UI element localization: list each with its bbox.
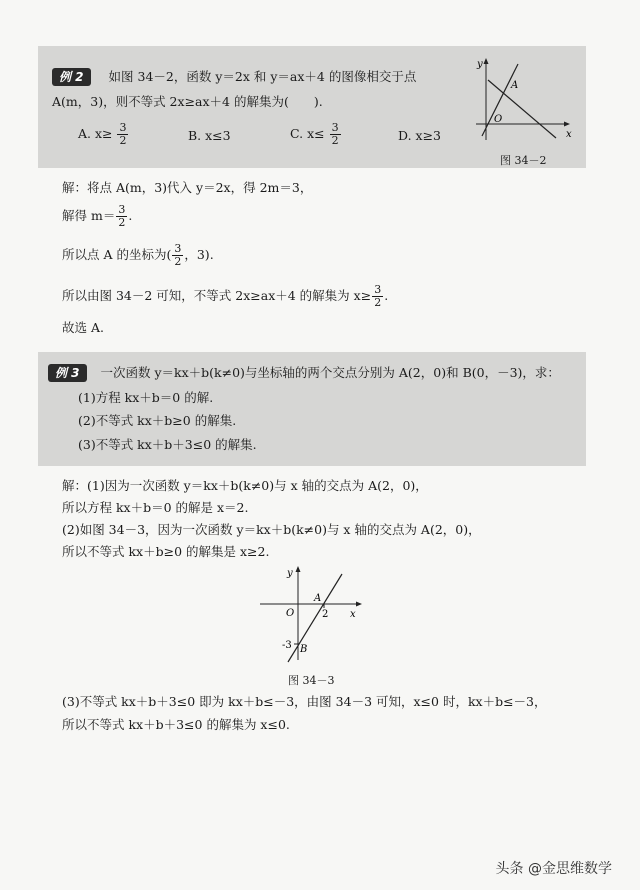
fig3-y-arrow [296,566,301,572]
solution-2-line-5: 故选 A. [62,320,104,335]
solution-2-line-4-text: 所以由图 34－2 可知，不等式 2x≥ax＋4 的解集为 x≥ [62,288,372,303]
example-3-question-1: (1)方程 kx＋b＝0 的解. [78,390,214,405]
solution-2-line-2-end: . [128,208,133,223]
example-2-stem-text-2: A(m，3)，则不等式 2x≥ax＋4 的解集为( ). [52,94,323,109]
solution-2-line-4 [62,284,388,309]
option-c-fraction [330,122,341,147]
solution-2-line-2 [62,204,132,229]
solution-2-line-2-den: 2 [118,216,126,229]
option-c-text: C. x≤ [290,126,325,141]
fig2-label-o: O [494,114,503,125]
solution-2-line-3-text: 所以点 A 的坐标为( [62,247,172,262]
option-c [290,122,342,147]
fig2-line-y-ax4 [488,80,556,138]
solution-3-line-4: 所以不等式 kx＋b≥0 的解集是 x≥2. [62,544,270,559]
solution-2-line-3-den: 2 [174,255,182,268]
example-3-tag: 例 3 [48,364,87,382]
fig3-label-a: A [314,593,322,604]
solution-3-line-1: 解：(1)因为一次函数 y＝kx＋b(k≠0)与 x 轴的交点为 A(2，0)， [62,478,428,493]
option-d [398,128,441,144]
solution-2-line-3-fraction [172,243,183,268]
figure-34-3-caption: 图 34－3 [288,674,335,687]
solution-2-line-4-num: 3 [374,283,382,296]
solution-2-line-3-end: ，3). [184,247,214,262]
fig2-x-arrow [564,122,570,127]
example-3-stem-line [48,364,560,382]
option-d-text: D. x≥3 [398,128,441,143]
fig2-line-y-2x [482,64,518,136]
fig2-label-x: x [566,129,572,140]
solution-2-line-4-fraction [372,284,383,309]
solution-3-line-5: (3)不等式 kx＋b＋3≤0 即为 kx＋b≤－3，由图 34－3 可知，x≤0 时，kx＋b≤－3， [62,694,547,709]
option-b [188,128,231,144]
option-c-den: 2 [331,134,339,147]
example-2-tag: 例 2 [52,68,91,86]
option-b-text: B. x≤3 [188,128,231,143]
figure-34-2 [474,54,578,148]
example-3-stem-text: 一次函数 y＝kx＋b(k≠0)与坐标轴的两个交点分别为 A(2，0)和 B(0，－3)，求： [100,365,560,380]
solution-2-line-3-num: 3 [174,242,182,255]
fig3-label-m3: -3 [282,640,292,651]
example-2-stem-text-1: 如图 34－2，函数 y＝2x 和 y＝ax＋4 的图像相交于点 [108,69,417,84]
fig2-y-arrow [484,58,489,64]
solution-3-line-6: 所以不等式 kx＋b＋3≤0 的解集为 x≤0. [62,717,290,732]
solution-3-line-2: 所以方程 kx＋b＝0 的解是 x＝2. [62,500,249,515]
example-3-question-3: (3)不等式 kx＋b＋3≤0 的解集. [78,437,257,452]
option-a-num: 3 [119,121,127,134]
option-a-text: A. x≥ [78,126,113,141]
solution-2-line-4-den: 2 [374,296,382,309]
fig3-label-y: y [287,568,293,579]
watermark: 头条 @金思维数学 [495,861,612,877]
example-2-stem-line-2 [52,94,323,110]
solution-2-line-2-text: 解得 m＝ [62,208,116,223]
figure-34-3 [254,562,374,666]
fig3-label-b: B [300,644,308,655]
fig2-label-a: A [511,80,519,91]
option-a [78,122,129,147]
solution-2-line-4-end: . [384,288,389,303]
example-2-stem-line-1 [52,68,416,86]
option-a-fraction [117,122,128,147]
solution-2-line-1: 解：将点 A(m，3)代入 y＝2x，得 2m＝3， [62,180,313,195]
fig3-label-x: x [350,609,356,620]
fig3-label-o: O [286,608,295,619]
solution-2-line-2-num: 3 [118,203,126,216]
figure-34-2-caption: 图 34－2 [500,154,547,167]
solution-2-line-3 [62,243,214,268]
option-a-den: 2 [119,134,127,147]
fig2-label-y: y [477,59,483,70]
fig3-label-2: 2 [322,609,329,620]
solution-2-line-2-fraction [116,204,127,229]
option-c-num: 3 [331,121,339,134]
fig3-line-y-kxb [288,574,342,662]
fig3-x-arrow [356,602,362,607]
example-3-question-2: (2)不等式 kx＋b≥0 的解集. [78,413,237,428]
solution-3-line-3: (2)如图 34－3，因为一次函数 y＝kx＋b(k≠0)与 x 轴的交点为 A(2，0)， [62,522,481,537]
